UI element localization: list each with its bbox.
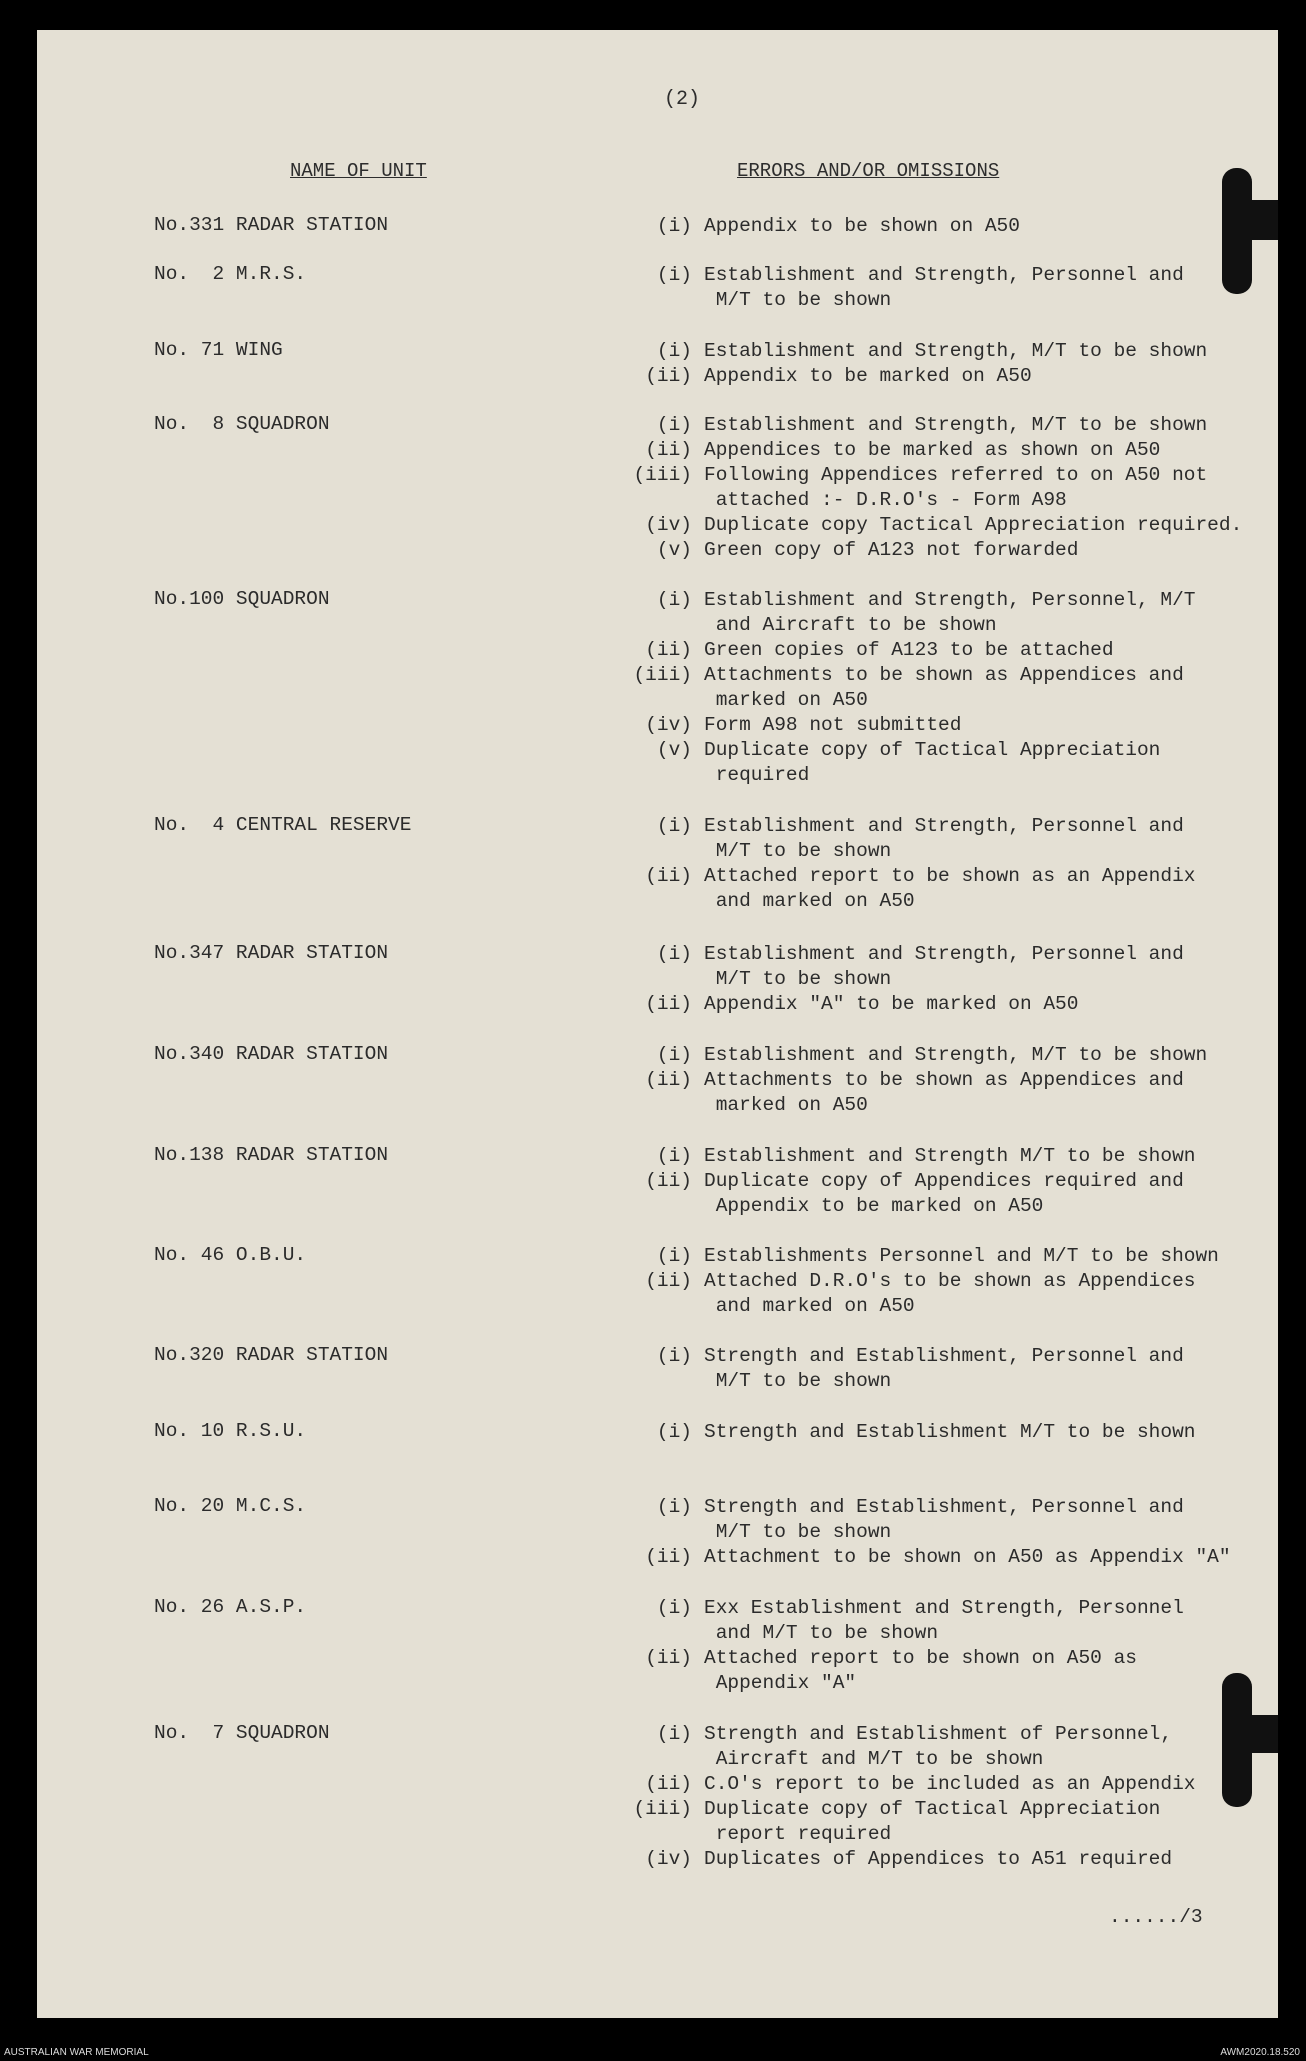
error-item bbox=[616, 364, 1256, 389]
error-item-text: Strength and Establishment, Personnel and M/T to be shown bbox=[704, 1496, 1184, 1543]
error-item-number: (ii) bbox=[645, 1170, 692, 1192]
error-item-number: (ii) bbox=[645, 865, 692, 887]
error-item bbox=[616, 1646, 1256, 1696]
error-item-text: Appendix to be shown on A50 bbox=[704, 215, 1020, 237]
continuation-marker: ....../3 bbox=[1109, 1906, 1203, 1928]
error-item-text: Attachments to be shown as Appendices and marked on A50 bbox=[704, 1069, 1184, 1116]
error-item-text: Duplicates of Appendices to A51 required bbox=[704, 1848, 1173, 1870]
error-list bbox=[616, 1420, 1256, 1445]
error-item bbox=[616, 413, 1256, 438]
error-item bbox=[616, 1344, 1256, 1394]
error-item-text: Strength and Establishment, Personnel and M/T to be shown bbox=[704, 1345, 1184, 1392]
error-item-text: Strength and Establishment of Personnel, Aircraft and M/T to be shown bbox=[704, 1723, 1173, 1770]
error-item-number: (i) bbox=[656, 1345, 692, 1367]
error-item-text: Duplicate copy of Tactical Appreciation required bbox=[704, 739, 1161, 786]
error-list bbox=[616, 942, 1256, 1017]
error-item-number: (i) bbox=[656, 1145, 692, 1167]
unit-name: No. 2 M.R.S. bbox=[154, 263, 307, 285]
error-item-text: Exx Establishment and Strength, Personnel and M/T to be shown bbox=[704, 1597, 1184, 1644]
error-item bbox=[616, 438, 1256, 463]
page-number: (2) bbox=[664, 88, 701, 111]
error-item bbox=[616, 1797, 1256, 1847]
unit-column-header: NAME OF UNIT bbox=[290, 160, 427, 182]
error-item-number: (i) bbox=[656, 943, 692, 965]
unit-name: No.100 SQUADRON bbox=[154, 588, 330, 610]
errors-column-header: ERRORS AND/OR OMISSIONS bbox=[737, 160, 1000, 182]
error-item bbox=[616, 713, 1256, 738]
error-item bbox=[616, 463, 1256, 513]
error-item-number: (ii) bbox=[645, 1546, 692, 1568]
error-list bbox=[616, 1495, 1256, 1570]
error-item-number: (v) bbox=[656, 539, 692, 561]
error-item-number: (iii) bbox=[633, 1798, 692, 1820]
error-item-text: Appendices to be marked as shown on A50 bbox=[704, 439, 1161, 461]
error-item-number: (i) bbox=[656, 815, 692, 837]
binder-clip-bottom-arm bbox=[1240, 1715, 1278, 1753]
archive-name: AUSTRALIAN WAR MEMORIAL bbox=[4, 2047, 149, 2058]
error-item bbox=[616, 638, 1256, 663]
error-item bbox=[616, 1545, 1256, 1570]
error-item-number: (i) bbox=[656, 1421, 692, 1443]
unit-name: No.138 RADAR STATION bbox=[154, 1144, 389, 1166]
error-item-number: (ii) bbox=[645, 439, 692, 461]
error-item-text: Attachment to be shown on A50 as Appendix "A" bbox=[704, 1546, 1231, 1568]
archive-footer-bar bbox=[0, 2047, 1306, 2059]
error-item-number: (ii) bbox=[645, 1773, 692, 1795]
error-item bbox=[616, 538, 1256, 563]
error-item-text: Establishment and Strength, M/T to be shown bbox=[704, 340, 1208, 362]
unit-name: No. 8 SQUADRON bbox=[154, 413, 330, 435]
error-item bbox=[616, 864, 1256, 914]
unit-name: No. 71 WING bbox=[154, 339, 283, 361]
error-item-text: Green copies of A123 to be attached bbox=[704, 639, 1114, 661]
error-list bbox=[616, 1722, 1256, 1872]
error-item-text: Attached report to be shown on A50 as Appendix "A" bbox=[704, 1647, 1137, 1694]
unit-name: No. 46 O.B.U. bbox=[154, 1244, 307, 1266]
error-item-number: (i) bbox=[656, 589, 692, 611]
error-item-number: (i) bbox=[656, 340, 692, 362]
error-item-text: Duplicate copy of Appendices required and Appendix to be marked on A50 bbox=[704, 1170, 1184, 1217]
error-item bbox=[616, 513, 1256, 538]
error-item bbox=[616, 738, 1256, 788]
error-item-number: (i) bbox=[656, 1044, 692, 1066]
error-list bbox=[616, 339, 1256, 389]
error-item-number: (ii) bbox=[645, 1647, 692, 1669]
error-item bbox=[616, 1144, 1256, 1169]
error-item-text: Green copy of A123 not forwarded bbox=[704, 539, 1079, 561]
error-item bbox=[616, 588, 1256, 638]
error-item-text: Attachments to be shown as Appendices and marked on A50 bbox=[704, 664, 1184, 711]
error-item-text: Appendix "A" to be marked on A50 bbox=[704, 993, 1079, 1015]
error-item-text: Establishments Personnel and M/T to be shown bbox=[704, 1245, 1219, 1267]
error-item-number: (ii) bbox=[645, 365, 692, 387]
error-list bbox=[616, 263, 1256, 313]
error-item-number: (iii) bbox=[633, 664, 692, 686]
error-item-number: (ii) bbox=[645, 993, 692, 1015]
error-item bbox=[616, 1269, 1256, 1319]
error-list bbox=[616, 214, 1256, 239]
error-item-text: Establishment and Strength, Personnel and M/T to be shown bbox=[704, 943, 1184, 990]
error-item bbox=[616, 663, 1256, 713]
error-item-number: (i) bbox=[656, 264, 692, 286]
error-item bbox=[616, 1043, 1256, 1068]
error-list bbox=[616, 1144, 1256, 1219]
error-item-text: Duplicate copy of Tactical Appreciation report required bbox=[704, 1798, 1161, 1845]
unit-name: No. 26 A.S.P. bbox=[154, 1596, 307, 1618]
error-item-text: Establishment and Strength M/T to be shown bbox=[704, 1145, 1196, 1167]
error-item bbox=[616, 1772, 1256, 1797]
unit-name: No.347 RADAR STATION bbox=[154, 942, 389, 964]
error-item bbox=[616, 1420, 1256, 1445]
error-item bbox=[616, 1244, 1256, 1269]
error-item-number: (v) bbox=[656, 739, 692, 761]
error-item bbox=[616, 992, 1256, 1017]
error-item-text: Following Appendices referred to on A50 not attached :- D.R.O's - Form A98 bbox=[704, 464, 1208, 511]
error-item-text: Appendix to be marked on A50 bbox=[704, 365, 1032, 387]
error-item-number: (i) bbox=[656, 1245, 692, 1267]
error-item-text: Duplicate copy Tactical Appreciation required. bbox=[704, 514, 1243, 536]
error-item bbox=[616, 214, 1256, 239]
error-item-text: Establishment and Strength, M/T to be shown bbox=[704, 414, 1208, 436]
error-item bbox=[616, 263, 1256, 313]
error-item bbox=[616, 339, 1256, 364]
error-item bbox=[616, 1722, 1256, 1772]
binder-clip-top-arm bbox=[1240, 200, 1278, 240]
error-item-text: Strength and Establishment M/T to be shown bbox=[704, 1421, 1196, 1443]
error-list bbox=[616, 1344, 1256, 1394]
error-item-text: Establishment and Strength, Personnel and M/T to be shown bbox=[704, 264, 1184, 311]
error-list bbox=[616, 413, 1256, 563]
unit-name: No. 4 CENTRAL RESERVE bbox=[154, 814, 412, 836]
unit-name: No. 7 SQUADRON bbox=[154, 1722, 330, 1744]
error-item-number: (i) bbox=[656, 1723, 692, 1745]
error-item bbox=[616, 1847, 1256, 1872]
error-item-text: Establishment and Strength, Personnel, M/T and Aircraft to be shown bbox=[704, 589, 1196, 636]
error-list bbox=[616, 588, 1256, 788]
error-item-text: C.O's report to be included as an Appendix bbox=[704, 1773, 1196, 1795]
unit-name: No. 20 M.C.S. bbox=[154, 1495, 307, 1517]
archive-reference: AWM2020.18.520 bbox=[1220, 2047, 1300, 2058]
error-item bbox=[616, 1169, 1256, 1219]
error-item bbox=[616, 1068, 1256, 1118]
error-item-text: Attached report to be shown as an Appendix and marked on A50 bbox=[704, 865, 1196, 912]
error-item bbox=[616, 1495, 1256, 1545]
error-item bbox=[616, 942, 1256, 992]
error-item bbox=[616, 1596, 1256, 1646]
document-page bbox=[37, 30, 1278, 2018]
error-item-number: (iv) bbox=[645, 1848, 692, 1870]
unit-name: No.331 RADAR STATION bbox=[154, 214, 389, 236]
error-item-number: (iv) bbox=[645, 714, 692, 736]
error-list bbox=[616, 1244, 1256, 1319]
error-item-number: (i) bbox=[656, 215, 692, 237]
unit-name: No.340 RADAR STATION bbox=[154, 1043, 389, 1065]
error-item-number: (i) bbox=[656, 1597, 692, 1619]
error-list bbox=[616, 1596, 1256, 1696]
error-item bbox=[616, 814, 1256, 864]
unit-name: No. 10 R.S.U. bbox=[154, 1420, 307, 1442]
error-item-number: (i) bbox=[656, 1496, 692, 1518]
error-item-number: (ii) bbox=[645, 639, 692, 661]
error-item-text: Attached D.R.O's to be shown as Appendices and marked on A50 bbox=[704, 1270, 1196, 1317]
error-item-number: (iii) bbox=[633, 464, 692, 486]
error-list bbox=[616, 814, 1256, 914]
error-item-number: (i) bbox=[656, 414, 692, 436]
unit-name: No.320 RADAR STATION bbox=[154, 1344, 389, 1366]
error-item-number: (iv) bbox=[645, 514, 692, 536]
error-item-number: (ii) bbox=[645, 1069, 692, 1091]
error-item-text: Establishment and Strength, Personnel and M/T to be shown bbox=[704, 815, 1184, 862]
error-item-number: (ii) bbox=[645, 1270, 692, 1292]
error-item-text: Form A98 not submitted bbox=[704, 714, 962, 736]
error-list bbox=[616, 1043, 1256, 1118]
error-item-text: Establishment and Strength, M/T to be shown bbox=[704, 1044, 1208, 1066]
